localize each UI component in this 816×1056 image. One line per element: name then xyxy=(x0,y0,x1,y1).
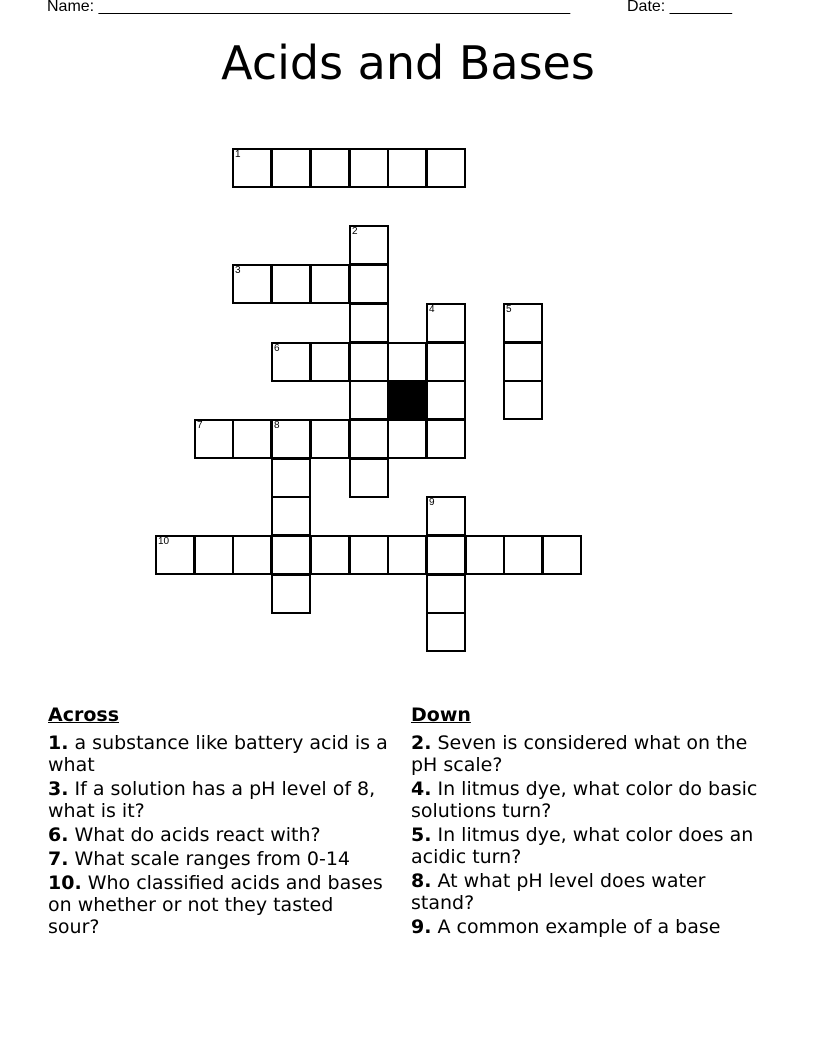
clue-item-text: a substance like battery acid is a what xyxy=(48,732,388,776)
clue-number: 10 xyxy=(158,536,170,547)
name-field-label: Name: _____________________________________________________ xyxy=(47,0,571,15)
clue-item xyxy=(411,824,761,868)
crossword-cell[interactable] xyxy=(232,535,272,575)
crossword-cell[interactable] xyxy=(271,264,311,304)
clue-number: 7 xyxy=(197,420,203,431)
clue-item-text: In litmus dye, what color does an acidic turn? xyxy=(411,824,754,868)
crossword-cell[interactable] xyxy=(310,342,350,382)
down-clue-list xyxy=(411,732,761,938)
clue-number: 5 xyxy=(506,304,512,315)
clue-item-number: 5. xyxy=(411,824,432,846)
crossword-cell[interactable] xyxy=(426,574,466,614)
clue-item-text: In litmus dye, what color do basic solutions turn? xyxy=(411,778,758,822)
crossword-cell[interactable] xyxy=(503,342,543,382)
crossword-cell[interactable] xyxy=(503,380,543,420)
crossword-cell[interactable] xyxy=(387,342,427,382)
crossword-cell[interactable] xyxy=(349,225,389,265)
crossword-cell[interactable] xyxy=(426,419,466,459)
crossword-cell[interactable] xyxy=(271,496,311,536)
crossword-cell[interactable] xyxy=(387,535,427,575)
clue-number: 8 xyxy=(274,420,280,431)
clue-number: 4 xyxy=(429,304,435,315)
crossword-cell[interactable] xyxy=(349,458,389,498)
crossword-cell[interactable] xyxy=(426,342,466,382)
clue-item xyxy=(411,732,761,776)
crossword-cell[interactable] xyxy=(271,458,311,498)
crossword-cell[interactable] xyxy=(232,148,272,188)
crossword-cell[interactable] xyxy=(271,419,311,459)
crossword-cell[interactable] xyxy=(349,303,389,343)
crossword-cell[interactable] xyxy=(349,380,389,420)
across-heading: Across xyxy=(48,704,120,726)
clue-item-number: 4. xyxy=(411,778,432,800)
clue-item xyxy=(411,870,761,914)
clue-number: 2 xyxy=(352,226,358,237)
clue-item xyxy=(48,732,388,776)
clue-number: 3 xyxy=(235,265,241,276)
crossword-cell[interactable] xyxy=(155,535,195,575)
crossword-cell[interactable] xyxy=(426,380,466,420)
crossword-cell[interactable] xyxy=(426,148,466,188)
across-clues xyxy=(48,704,388,940)
crossword-cell[interactable] xyxy=(232,264,272,304)
crossword-cell[interactable] xyxy=(426,496,466,536)
crossword-cell[interactable] xyxy=(349,148,389,188)
clue-number: 1 xyxy=(235,149,241,160)
crossword-cell[interactable] xyxy=(271,535,311,575)
clue-item-number: 3. xyxy=(48,778,69,800)
clue-item-text: Who classified acids and bases on whether or not they tasted sour? xyxy=(48,872,383,938)
clue-item-number: 9. xyxy=(411,916,432,938)
crossword-cell[interactable] xyxy=(310,148,350,188)
crossword-cell[interactable] xyxy=(387,419,427,459)
crossword-cell[interactable] xyxy=(310,419,350,459)
clue-item-text: What scale ranges from 0-14 xyxy=(68,848,351,870)
crossword-cell[interactable] xyxy=(426,303,466,343)
crossword-cell[interactable] xyxy=(426,612,466,652)
clue-item-text: At what pH level does water stand? xyxy=(411,870,706,914)
crossword-cell[interactable] xyxy=(387,148,427,188)
crossword-cell[interactable] xyxy=(349,419,389,459)
across-clue-list xyxy=(48,732,388,938)
clue-number: 9 xyxy=(429,497,435,508)
crossword-cell[interactable] xyxy=(426,535,466,575)
clue-item xyxy=(411,778,761,822)
clue-item-number: 7. xyxy=(48,848,69,870)
clue-number: 6 xyxy=(274,343,280,354)
clue-item-text: What do acids react with? xyxy=(68,824,321,846)
clue-item xyxy=(48,848,388,870)
crossword-cell[interactable] xyxy=(465,535,505,575)
page-title: Acids and Bases xyxy=(221,36,595,90)
crossword-cell[interactable] xyxy=(271,574,311,614)
clue-item xyxy=(411,916,761,938)
crossword-cell[interactable] xyxy=(310,535,350,575)
crossword-cell[interactable] xyxy=(349,535,389,575)
crossword-cell[interactable] xyxy=(503,303,543,343)
crossword-cell[interactable] xyxy=(503,535,543,575)
crossword-black-cell xyxy=(387,380,427,420)
clue-item-number: 6. xyxy=(48,824,69,846)
clue-item-number: 8. xyxy=(411,870,432,892)
clue-item-text: A common example of a base xyxy=(431,916,721,938)
clue-item xyxy=(48,824,388,846)
down-heading: Down xyxy=(411,704,471,726)
crossword-cell[interactable] xyxy=(194,535,234,575)
crossword-cell[interactable] xyxy=(232,419,272,459)
crossword-cell[interactable] xyxy=(194,419,234,459)
crossword-cell[interactable] xyxy=(271,342,311,382)
crossword-cell[interactable] xyxy=(310,264,350,304)
down-clues xyxy=(411,704,761,940)
clue-item-number: 1. xyxy=(48,732,69,754)
crossword-cell[interactable] xyxy=(349,342,389,382)
date-field-label: Date: _______ xyxy=(627,0,732,15)
crossword-cell[interactable] xyxy=(271,148,311,188)
clue-item-text: Seven is considered what on the pH scale? xyxy=(411,732,748,776)
clue-item-number: 10. xyxy=(48,872,82,894)
clue-item xyxy=(48,872,388,938)
clue-item xyxy=(48,778,388,822)
clue-item-number: 2. xyxy=(411,732,432,754)
crossword-cell[interactable] xyxy=(349,264,389,304)
clue-item-text: If a solution has a pH level of 8, what is it? xyxy=(48,778,376,822)
crossword-cell[interactable] xyxy=(542,535,582,575)
